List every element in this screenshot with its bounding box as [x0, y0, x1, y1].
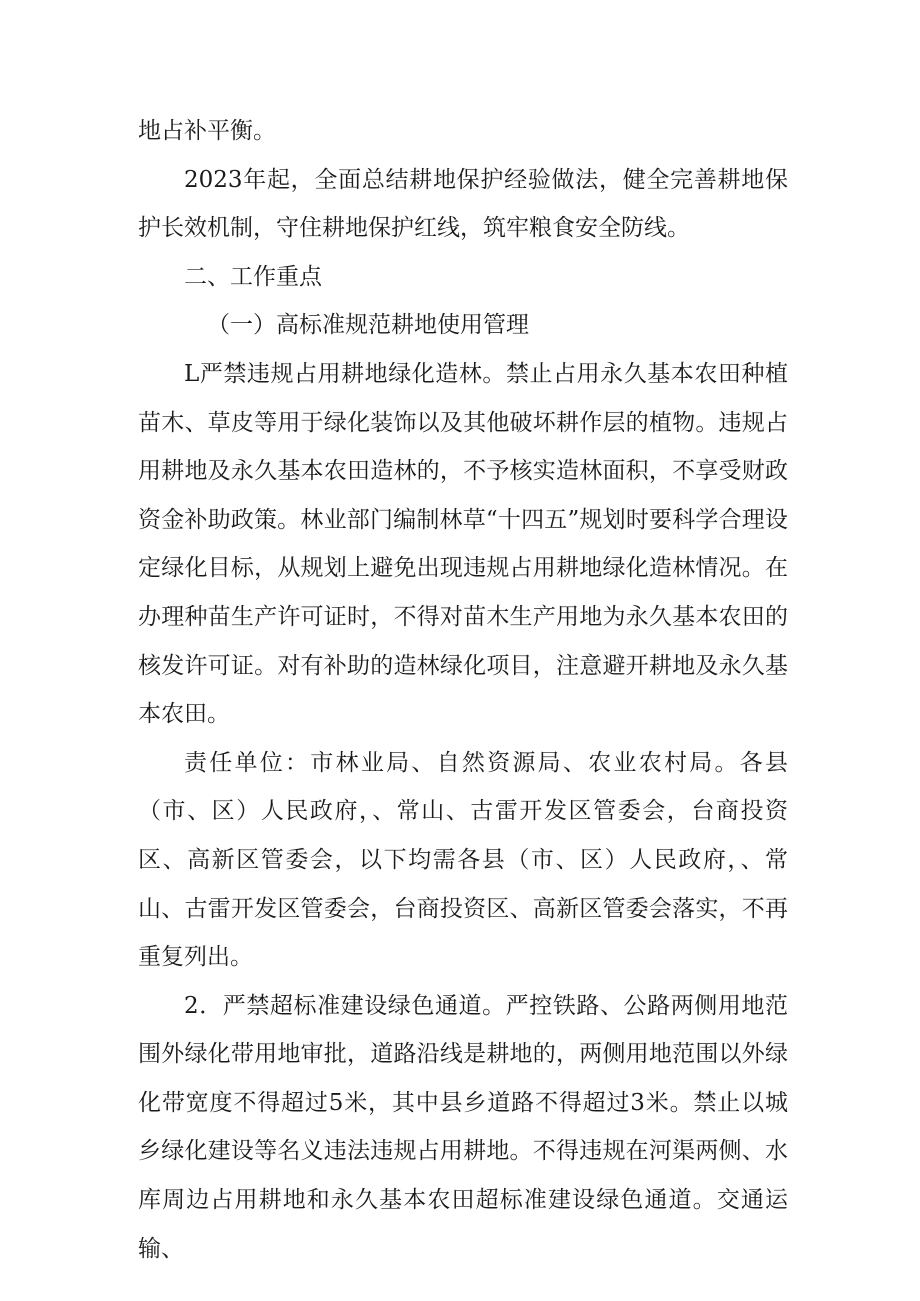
subsection-heading-land-use: （一）高标准规范耕地使用管理: [207, 312, 529, 339]
document-body: [138, 107, 788, 1273]
paragraph-2023-summary: 2023年起，全面总结耕地保护经验做法，健全完善耕地保护长效机制，守住耕地保护红线，筑牢粮食安全防线。: [138, 166, 788, 242]
section-heading-work-focus: 二、工作重点: [184, 263, 322, 290]
paragraph-item-2-green-corridor: 2．严禁超标准建设绿色通道。严控铁路、公路两侧用地范围外绿化带用地审批，道路沿线是耕地的，两侧用地范围以外绿化带宽度不得超过5米，其中县乡道路不得超过3米。禁止以城乡绿化建设等名义违法违规占用耕地。不得违规在河渠两侧、水库周边占用耕地和永久基本农田超标准建设绿色通道。交通运输、: [138, 992, 788, 1262]
paragraph-item-1-afforestation: L严禁违规占用耕地绿化造林。禁止占用永久基本农田种植苗木、草皮等用于绿化装饰以及其他破坏耕作层的植物。违规占用耕地及永久基本农田造林的，不予核实造林面积，不享受财政资金补助政策。林业部门编制林草“十四五”规划时要科学合理设定绿化目标，从规划上避免出现违规占用耕地绿化造林情况。在办理种苗生产许可证时，不得对苗木生产用地为永久基本农田的核发许可证。对有补助的造林绿化项目，注意避开耕地及永久基本农田。: [138, 360, 788, 728]
paragraph-responsible-units: 责任单位：市林业局、自然资源局、农业农村局。各县（市、区）人民政府，、常山、古雷开发区管委会，台商投资区、高新区管委会，以下均需各县（市、区）人民政府，、常山、古雷开发区管委会，台商投资区、高新区管委会落实，不再重复列出。: [138, 749, 788, 971]
paragraph-continuation: 地占补平衡。: [138, 118, 276, 144]
